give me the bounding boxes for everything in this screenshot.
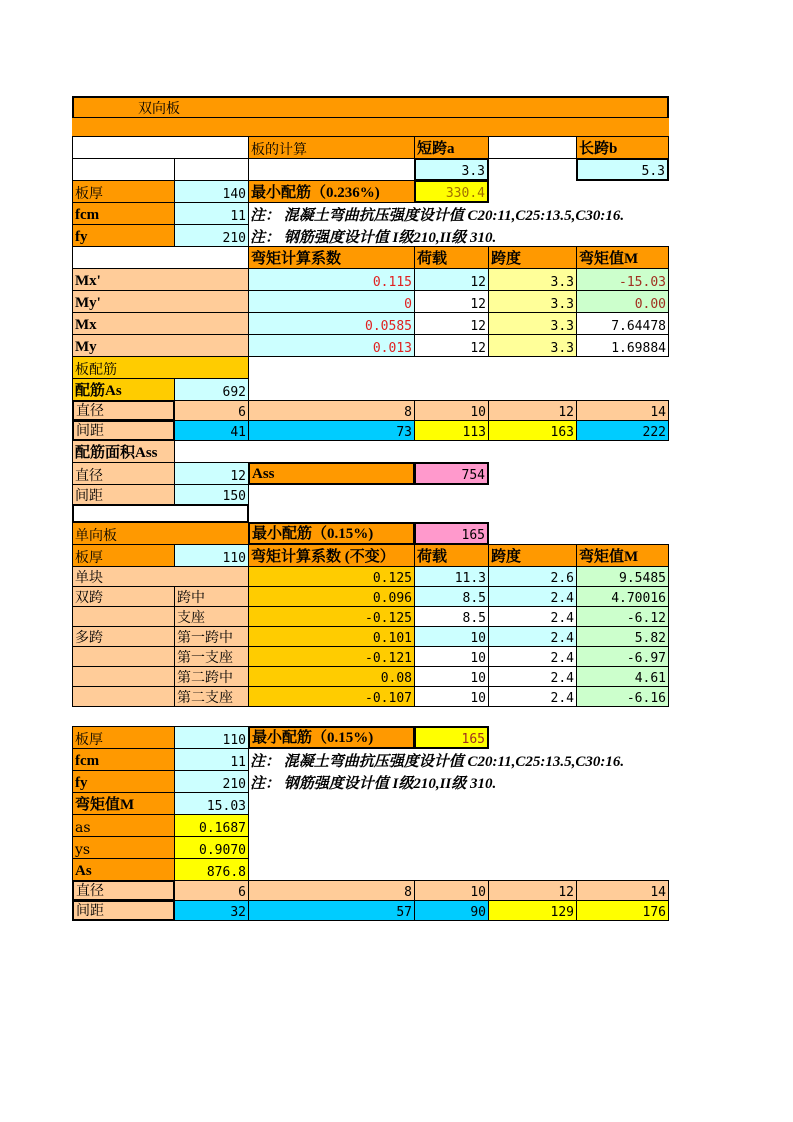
fy-label[interactable]: fy <box>72 770 175 793</box>
As-label[interactable]: As <box>72 858 175 881</box>
moment-load[interactable]: 12 <box>414 268 489 291</box>
spacing-value[interactable]: 90 <box>414 900 489 921</box>
fy-value[interactable]: 210 <box>174 770 249 793</box>
row-coef[interactable]: 0.096 <box>248 586 415 607</box>
moment-span[interactable]: 3.3 <box>488 268 577 291</box>
row-group[interactable]: 双跨 <box>72 586 175 607</box>
row-sub[interactable]: 第二支座 <box>174 686 249 707</box>
row-sub[interactable]: 第二跨中 <box>174 666 249 687</box>
row-moment[interactable]: 5.82 <box>576 626 669 647</box>
row-group[interactable] <box>72 646 175 667</box>
thickness-label[interactable]: 板厚 <box>72 544 175 567</box>
diameter-value[interactable]: 12 <box>488 400 577 421</box>
header-coef[interactable]: 弯矩计算系数 (不变） <box>248 544 415 567</box>
blank-cell <box>72 504 249 523</box>
As-value[interactable]: 876.8 <box>174 858 249 881</box>
row-coef[interactable]: -0.121 <box>248 646 415 667</box>
row-load[interactable]: 8.5 <box>414 586 489 607</box>
moment-value[interactable]: -15.03 <box>576 268 669 291</box>
min-reinf-label[interactable]: 最小配筋（0.15%) <box>248 522 415 545</box>
blank-cell <box>72 158 175 181</box>
row-group[interactable]: 单块 <box>72 566 249 587</box>
row-group[interactable] <box>72 686 175 707</box>
row-moment[interactable]: -6.16 <box>576 686 669 707</box>
diameter-value[interactable]: 8 <box>248 400 415 421</box>
sheet-title[interactable]: 双向板 <box>72 96 669 119</box>
row-sub[interactable]: 第一跨中 <box>174 626 249 647</box>
header-span[interactable]: 跨度 <box>488 544 577 567</box>
moment-coef[interactable]: 0.013 <box>248 334 415 357</box>
row-sub[interactable]: 第一支座 <box>174 646 249 667</box>
moment-load[interactable]: 12 <box>414 312 489 335</box>
row-moment[interactable]: 9.5485 <box>576 566 669 587</box>
moment-value[interactable]: 15.03 <box>174 792 249 815</box>
min-reinf-label[interactable]: 最小配筋（0.236%) <box>248 180 415 203</box>
min-reinf-value[interactable]: 330.4 <box>414 180 489 203</box>
spacing-value[interactable]: 113 <box>414 420 489 441</box>
blank-cell <box>248 158 415 181</box>
as-label[interactable]: 配筋As <box>72 378 175 401</box>
spacing-value[interactable]: 176 <box>576 900 669 921</box>
row-span[interactable]: 2.4 <box>488 686 577 707</box>
short-span-value[interactable]: 3.3 <box>414 158 489 181</box>
title-band <box>72 118 669 137</box>
row-coef[interactable]: 0.125 <box>248 566 415 587</box>
row-span[interactable]: 2.6 <box>488 566 577 587</box>
spacing-label[interactable]: 间距 <box>72 484 175 505</box>
ys-value[interactable]: 0.9070 <box>174 836 249 859</box>
fcm-label[interactable]: fcm <box>72 202 175 225</box>
row-coef[interactable]: 0.08 <box>248 666 415 687</box>
ass-value[interactable]: 754 <box>414 462 489 485</box>
min-reinf-label[interactable]: 最小配筋（0.15%) <box>248 726 415 749</box>
fy-value[interactable]: 210 <box>174 224 249 247</box>
row-group[interactable] <box>72 606 175 627</box>
thickness-value[interactable]: 110 <box>174 544 249 567</box>
moment-label[interactable]: 弯矩值M <box>72 792 175 815</box>
as-value[interactable]: 692 <box>174 378 249 401</box>
fcm-value[interactable]: 11 <box>174 748 249 771</box>
spacing-value[interactable]: 129 <box>488 900 577 921</box>
diameter-value[interactable]: 6 <box>174 400 249 421</box>
dia-label[interactable]: 直径 <box>72 462 175 485</box>
diameter-value[interactable]: 8 <box>248 880 415 901</box>
dia-label[interactable]: 直径 <box>72 400 175 421</box>
thickness-value[interactable]: 110 <box>174 726 249 749</box>
header-moment[interactable]: 弯矩值M <box>576 246 669 269</box>
moment-label[interactable]: Mx <box>72 312 249 335</box>
spacing-value[interactable]: 222 <box>576 420 669 441</box>
row-span[interactable]: 2.4 <box>488 626 577 647</box>
diameter-value[interactable]: 10 <box>414 400 489 421</box>
row-span[interactable]: 2.4 <box>488 666 577 687</box>
row-load[interactable]: 10 <box>414 646 489 667</box>
diameter-value[interactable]: 12 <box>488 880 577 901</box>
as-value[interactable]: 0.1687 <box>174 814 249 837</box>
row-sub[interactable]: 跨中 <box>174 586 249 607</box>
moment-label[interactable]: Mx' <box>72 268 249 291</box>
reinf-title[interactable]: 板配筋 <box>72 356 249 379</box>
row-group[interactable] <box>72 666 175 687</box>
moment-coef[interactable]: 0.115 <box>248 268 415 291</box>
blank-cell <box>488 136 577 159</box>
diameter-value[interactable]: 10 <box>414 880 489 901</box>
dia-value[interactable]: 12 <box>174 462 249 485</box>
row-load[interactable]: 10 <box>414 626 489 647</box>
spacing-label[interactable]: 间距 <box>72 420 175 441</box>
row-moment[interactable]: 4.61 <box>576 666 669 687</box>
note-concrete[interactable]: 注： 混凝土弯曲抗压强度设计值 C20:11,C25:13.5,C30:16. <box>250 754 625 770</box>
moment-load[interactable]: 12 <box>414 290 489 313</box>
row-span[interactable]: 2.4 <box>488 606 577 627</box>
row-load[interactable]: 10 <box>414 666 489 687</box>
spacing-value[interactable]: 57 <box>248 900 415 921</box>
min-reinf-value[interactable]: 165 <box>414 522 489 545</box>
row-moment[interactable]: -6.97 <box>576 646 669 667</box>
blank-cell <box>72 136 249 159</box>
spacing-value[interactable]: 150 <box>174 484 249 505</box>
note-concrete[interactable]: 注： 混凝土弯曲抗压强度设计值 C20:11,C25:13.5,C30:16. <box>250 208 625 224</box>
moment-span[interactable]: 3.3 <box>488 334 577 357</box>
calc-label[interactable]: 板的计算 <box>248 136 415 159</box>
row-span[interactable]: 2.4 <box>488 646 577 667</box>
moment-value[interactable]: 1.69884 <box>576 334 669 357</box>
thickness-label[interactable]: 板厚 <box>72 180 175 203</box>
row-group[interactable]: 多跨 <box>72 626 175 647</box>
thickness-value[interactable]: 140 <box>174 180 249 203</box>
moment-load[interactable]: 12 <box>414 334 489 357</box>
as-label[interactable]: as <box>72 814 175 837</box>
spacing-value[interactable]: 41 <box>174 420 249 441</box>
spacing-value[interactable]: 73 <box>248 420 415 441</box>
row-moment[interactable]: -6.12 <box>576 606 669 627</box>
row-span[interactable]: 2.4 <box>488 586 577 607</box>
spacing-value[interactable]: 163 <box>488 420 577 441</box>
fy-label[interactable]: fy <box>72 224 175 247</box>
moment-value[interactable]: 0.00 <box>576 290 669 313</box>
row-sub[interactable]: 支座 <box>174 606 249 627</box>
diameter-value[interactable]: 14 <box>576 400 669 421</box>
note-steel[interactable]: 注： 钢筋强度设计值 I级210,II级 310. <box>250 230 497 246</box>
header-moment[interactable]: 弯矩值M <box>576 544 669 567</box>
fcm-value[interactable]: 11 <box>174 202 249 225</box>
row-coef[interactable]: 0.101 <box>248 626 415 647</box>
ys-label[interactable]: ys <box>72 836 175 859</box>
thickness-label[interactable]: 板厚 <box>72 726 175 749</box>
min-reinf-value[interactable]: 165 <box>414 726 489 749</box>
one-way-title[interactable]: 单向板 <box>72 522 249 545</box>
spacing-label[interactable]: 间距 <box>72 900 175 921</box>
header-span[interactable]: 跨度 <box>488 246 577 269</box>
row-coef[interactable]: -0.125 <box>248 606 415 627</box>
spacing-value[interactable]: 32 <box>174 900 249 921</box>
header-load[interactable]: 荷载 <box>414 544 489 567</box>
long-span-value[interactable]: 5.3 <box>576 158 669 181</box>
diameter-value[interactable]: 14 <box>576 880 669 901</box>
blank-cell <box>174 158 249 181</box>
dia-label[interactable]: 直径 <box>72 880 175 901</box>
row-load[interactable]: 10 <box>414 686 489 707</box>
moment-coef[interactable]: 0 <box>248 290 415 313</box>
note-steel[interactable]: 注： 钢筋强度设计值 I级210,II级 310. <box>250 776 497 792</box>
blank-cell <box>72 246 249 269</box>
long-span-label[interactable]: 长跨b <box>576 136 669 159</box>
area-title[interactable]: 配筋面积Ass <box>72 440 175 463</box>
ass-label[interactable]: Ass <box>248 462 415 485</box>
header-load[interactable]: 荷载 <box>414 246 489 269</box>
header-coef[interactable]: 弯矩计算系数 <box>248 246 415 269</box>
row-coef[interactable]: -0.107 <box>248 686 415 707</box>
row-moment[interactable]: 4.70016 <box>576 586 669 607</box>
diameter-value[interactable]: 6 <box>174 880 249 901</box>
moment-span[interactable]: 3.3 <box>488 312 577 335</box>
row-load[interactable]: 8.5 <box>414 606 489 627</box>
fcm-label[interactable]: fcm <box>72 748 175 771</box>
short-span-label[interactable]: 短跨a <box>414 136 489 159</box>
moment-coef[interactable]: 0.0585 <box>248 312 415 335</box>
row-load[interactable]: 11.3 <box>414 566 489 587</box>
moment-label[interactable]: My <box>72 334 249 357</box>
moment-span[interactable]: 3.3 <box>488 290 577 313</box>
moment-label[interactable]: My' <box>72 290 249 313</box>
moment-value[interactable]: 7.64478 <box>576 312 669 335</box>
